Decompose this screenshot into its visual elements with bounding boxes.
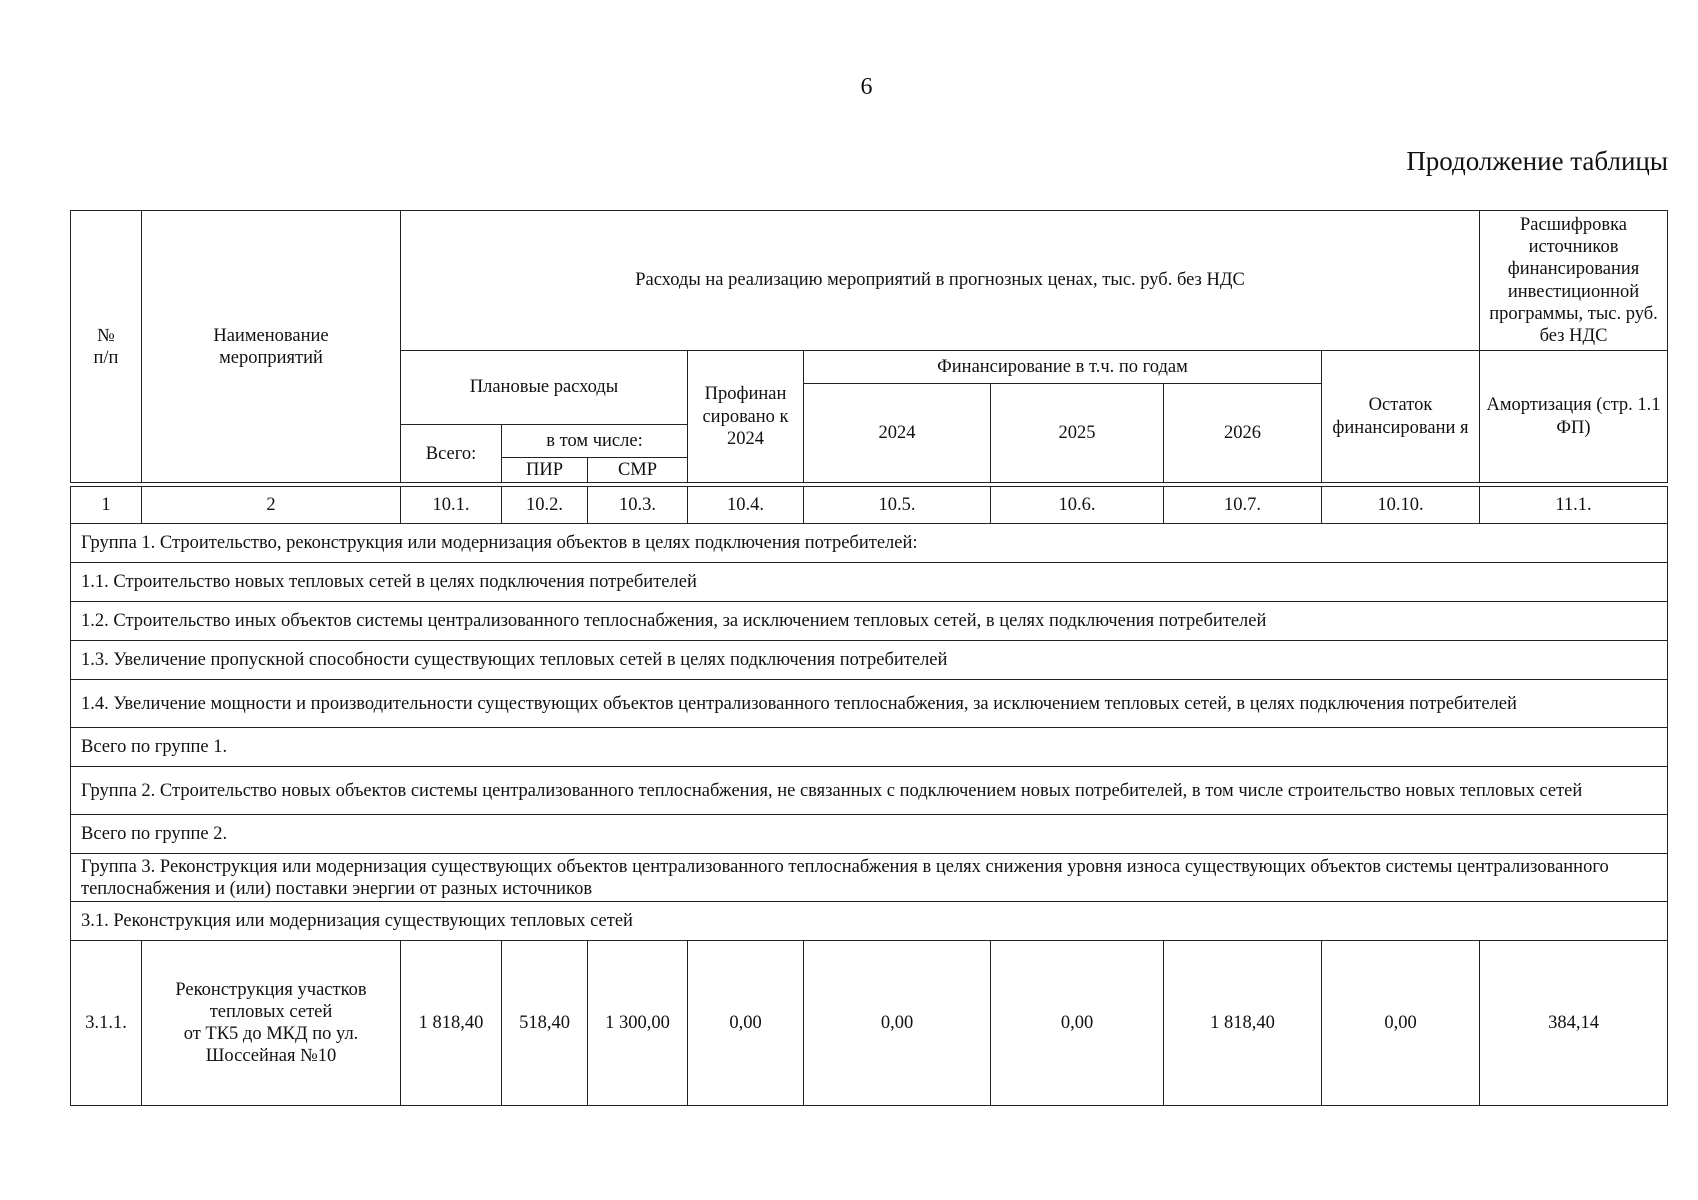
header-num: № п/п — [71, 211, 142, 483]
row-total: 1 818,40 — [401, 941, 502, 1106]
colnum-cell: 2 — [142, 487, 401, 524]
continuation-label: Продолжение таблицы — [1406, 146, 1668, 176]
row-2026: 1 818,40 — [1164, 941, 1322, 1106]
header-prefinanced: Профинан сировано к 2024 — [688, 351, 804, 483]
colnum-cell: 10.6. — [991, 487, 1164, 524]
row-num: 3.1.1. — [71, 941, 142, 1106]
section-row: 1.2. Строительство иных объектов системы централизованного теплоснабжения, за исключением тепловых сетей, в целях подключения потребителей — [71, 602, 1668, 641]
header-planned: Плановые расходы — [401, 351, 688, 425]
header-pir: ПИР — [502, 458, 588, 483]
colnum-cell: 10.10. — [1322, 487, 1480, 524]
group-total-row: Всего по группе 1. — [71, 728, 1668, 767]
section-row: 1.1. Строительство новых тепловых сетей в целях подключения потребителей — [71, 563, 1668, 602]
section-row: Группа 1. Строительство, реконструкция или модернизация объектов в целях подключения потребителей: — [71, 524, 1668, 563]
colnum-cell: 10.4. — [688, 487, 804, 524]
column-numbers-row — [71, 487, 1668, 524]
header-year-2026: 2026 — [1164, 384, 1322, 483]
row-smr: 1 300,00 — [588, 941, 688, 1106]
row-name: Реконструкция участков тепловых сетей от ТК5 до МКД по ул. Шоссейная №10 — [142, 941, 401, 1106]
investment-program-table — [70, 210, 1668, 1106]
colnum-cell: 10.3. — [588, 487, 688, 524]
section-row: 1.4. Увеличение мощности и производительности существующих объектов централизованного теплоснабжения, за исключением тепловых сетей, в целях подключения потребителей — [71, 680, 1668, 728]
header-total: Всего: — [401, 425, 502, 483]
header-year-2024: 2024 — [804, 384, 991, 483]
row-2025: 0,00 — [991, 941, 1164, 1106]
header-year-2025: 2025 — [991, 384, 1164, 483]
section-row: 3.1. Реконструкция или модернизация существующих тепловых сетей — [71, 902, 1668, 941]
header-remaining: Остаток финансировани я — [1322, 351, 1480, 483]
row-2024: 0,00 — [804, 941, 991, 1106]
row-amortization: 384,14 — [1480, 941, 1668, 1106]
row-prefinanced: 0,00 — [688, 941, 804, 1106]
header-financing-by-years: Финансирование в т.ч. по годам — [804, 351, 1322, 384]
header-expenses: Расходы на реализацию мероприятий в прогнозных ценах, тыс. руб. без НДС — [401, 211, 1480, 351]
page-number: 6 — [860, 74, 873, 100]
section-row: Группа 2. Строительство новых объектов системы централизованного теплоснабжения, не связанных с подключением новых потребителей, в том числе строительство новых тепловых сетей — [71, 767, 1668, 815]
header-name: Наименование мероприятий — [142, 211, 401, 483]
colnum-cell: 10.7. — [1164, 487, 1322, 524]
colnum-cell: 10.5. — [804, 487, 991, 524]
group-total-row: Всего по группе 2. — [71, 815, 1668, 854]
section-row: Группа 3. Реконструкция или модернизация существующих объектов централизованного теплоснабжения в целях снижения уровня износа существующих объектов системы централизованного теплоснабжения и (или) поставки энергии от разных источников — [71, 854, 1668, 902]
header-including: в том числе: — [502, 425, 688, 458]
colnum-cell: 10.2. — [502, 487, 588, 524]
header-smr: СМР — [588, 458, 688, 483]
colnum-cell: 11.1. — [1480, 487, 1668, 524]
header-sources: Расшифровка источников финансирования инвестиционной программы, тыс. руб. без НДС — [1480, 211, 1668, 351]
section-row: 1.3. Увеличение пропускной способности существующих тепловых сетей в целях подключения потребителей — [71, 641, 1668, 680]
colnum-cell: 10.1. — [401, 487, 502, 524]
row-pir: 518,40 — [502, 941, 588, 1106]
row-remaining: 0,00 — [1322, 941, 1480, 1106]
header-amortization: Амортизация (стр. 1.1 ФП) — [1480, 351, 1668, 483]
table-row — [71, 941, 1668, 1106]
colnum-cell: 1 — [71, 487, 142, 524]
